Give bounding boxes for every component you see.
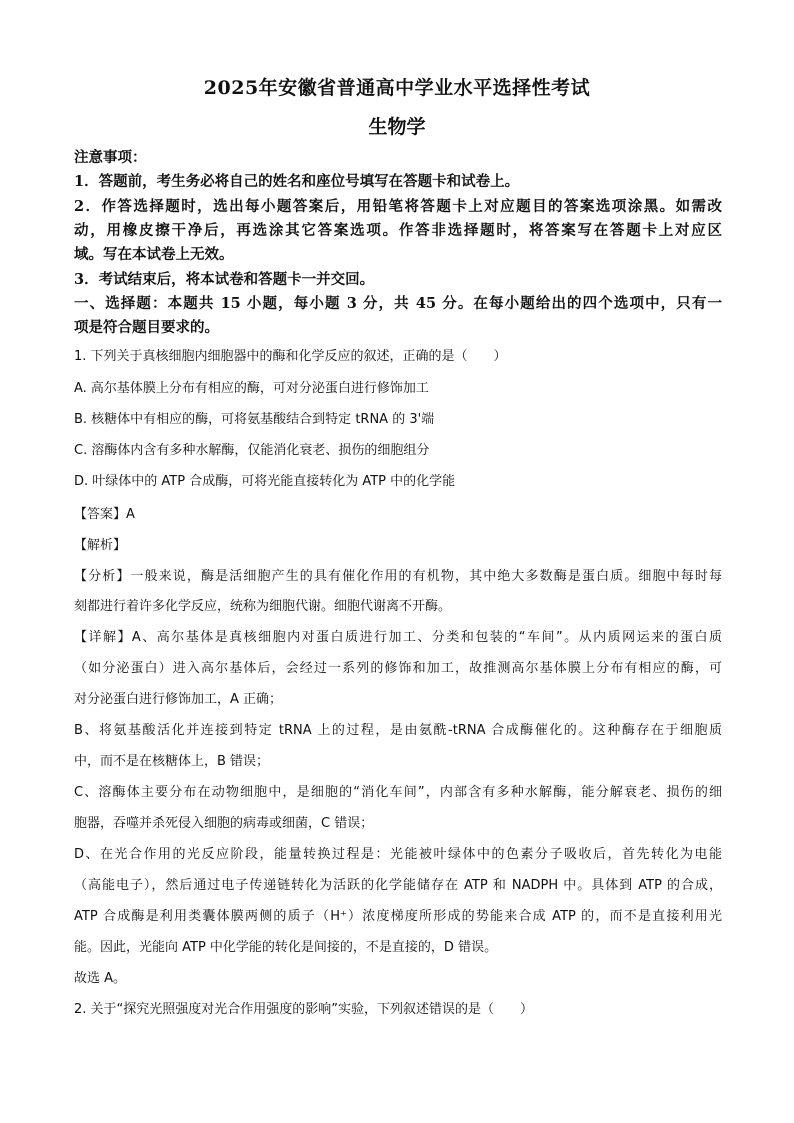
xiangjie-text-1: A、高尔基体是真核细胞内对蛋白质进行加工、分类和包装的“车间”。从内质网运来的蛋白质 bbox=[131, 630, 722, 645]
note-3: 3．考试结束后，将本试卷和答题卡一并交回。 bbox=[74, 271, 375, 288]
answer-tag: 【答案】 bbox=[74, 507, 127, 522]
section-heading-line-1: 一、选择题：本题共 15 小题，每小题 3 分，共 45 分。在每小题给出的四个选项中，只有一 bbox=[74, 295, 722, 312]
question-1-option-c: C. 溶酶体内含有多种水解酶，仅能消化衰老、损伤的细胞组分 bbox=[74, 443, 430, 458]
subject-title: 生物学 bbox=[368, 116, 426, 138]
note-2-line-1: 2．作答选择题时，选出每小题答案后，用铅笔将答题卡上对应题目的答案选项涂黑。如需改 bbox=[74, 198, 722, 215]
xiangjie-line-7: 胞器，吞噬并杀死侵入细胞的病毒或细菌，C 错误； bbox=[74, 816, 374, 831]
note-2-line-3: 域。写在本试卷上无效。 bbox=[74, 246, 234, 263]
question-1-option-b: B. 核糖体中有相应的酶，可将氨基酸结合到特定 tRNA 的 3'端 bbox=[74, 412, 435, 427]
conclusion-line: 故选 A。 bbox=[74, 971, 127, 986]
question-1-stem: 1. 下列关于真核细胞内细胞器中的酶和化学反应的叙述，正确的是（ ） bbox=[74, 349, 507, 364]
answer-line bbox=[74, 505, 722, 525]
question-1-option-a: A. 高尔基体膜上分布有相应的酶，可对分泌蛋白进行修饰加工 bbox=[74, 381, 429, 396]
analysis-tag: 【解析】 bbox=[74, 538, 127, 553]
xiangjie-line-3: 对分泌蛋白进行修饰加工，A 正确； bbox=[74, 692, 283, 707]
xiangjie-line-8: D、在光合作用的光反应阶段，能量转换过程是：光能被叶绿体中的色素分子吸收后，首先转化为电能 bbox=[74, 847, 722, 862]
exam-title: 2025年安徽省普通高中学业水平选择性考试 bbox=[203, 77, 591, 99]
note-2-line-2: 动，用橡皮擦干净后，再选涂其它答案选项。作答非选择题时，将答案写在答题卡上对应区 bbox=[74, 222, 722, 239]
fenxi-line-2: 刻都进行着许多化学反应，统称为细胞代谢。细胞代谢离不开酶。 bbox=[74, 599, 452, 614]
question-1-option-d: D. 叶绿体中的 ATP 合成酶，可将光能直接转化为 ATP 中的化学能 bbox=[74, 474, 456, 489]
notes-heading: 注意事项： bbox=[74, 149, 147, 166]
xiangjie-line-5: 中，而不是在核糖体上，B 错误； bbox=[74, 754, 270, 769]
xiangjie-line-10: ATP 合成酶是利用类囊体膜两侧的质子（H⁺）浓度梯度所形成的势能来合成 ATP 的，而不是直接利用光 bbox=[74, 909, 722, 924]
xiangjie-line-4: B、将氨基酸活化并连接到特定 tRNA 上的过程，是由氨酰-tRNA 合成酶催化的。这种酶存在于细胞质 bbox=[74, 723, 722, 738]
xiangjie-line-11: 能。因此，光能向 ATP 中化学能的转化是间接的，不是直接的，D 错误。 bbox=[74, 940, 498, 955]
answer-value: A bbox=[126, 507, 135, 522]
note-1: 1．答题前，考生务必将自己的姓名和座位号填写在答题卡和试卷上。 bbox=[74, 173, 520, 190]
xiangjie-line-2: （如分泌蛋白）进入高尔基体后，会经过一系列的修饰和加工，故推测高尔基体膜上分布有相应的酶，可 bbox=[74, 661, 722, 676]
question-2-stem: 2. 关于“探究光照强度对光合作用强度的影响”实验，下列叙述错误的是（ ） bbox=[74, 1002, 534, 1017]
xiangjie-line-1 bbox=[74, 628, 722, 648]
fenxi-line-1 bbox=[74, 567, 722, 587]
xiangjie-line-9: （高能电子），然后通过电子传递链转化为活跃的化学能储存在 ATP 和 NADPH 中。具体到 ATP 的合成， bbox=[74, 878, 722, 893]
fenxi-tag: 【分析】 bbox=[74, 569, 131, 584]
xiangjie-line-6: C、溶酶体主要分布在动物细胞中，是细胞的“消化车间”，内部含有多种水解酶，能分解衰老、损伤的细 bbox=[74, 785, 722, 800]
section-heading-line-2: 项是符合题目要求的。 bbox=[74, 319, 219, 336]
xiangjie-tag: 【详解】 bbox=[74, 630, 132, 645]
fenxi-text-1: 一般来说，酶是活细胞产生的具有催化作用的有机物，其中绝大多数酶是蛋白质。细胞中每时每 bbox=[130, 569, 722, 584]
